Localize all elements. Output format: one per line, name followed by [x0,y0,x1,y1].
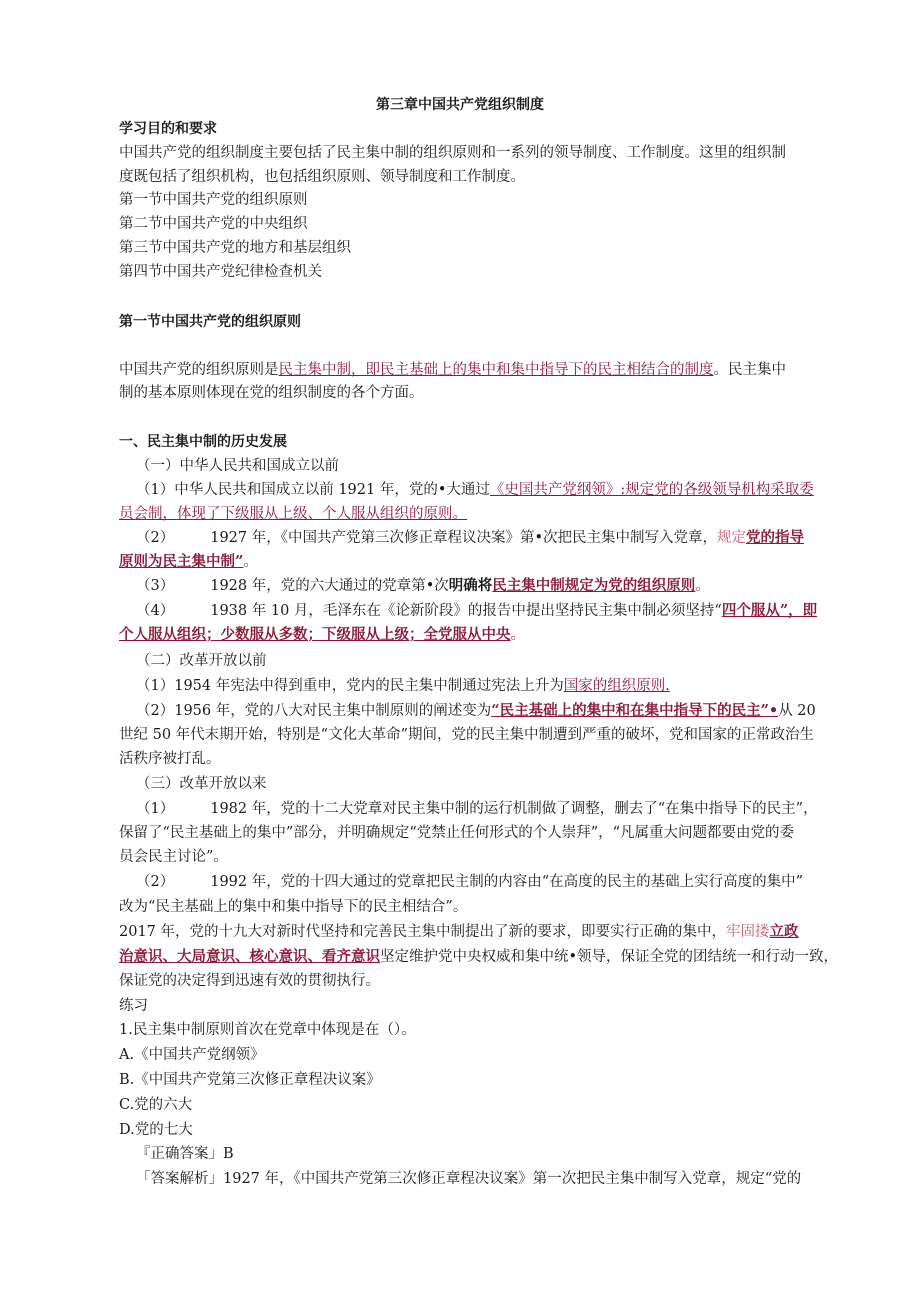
item-3-highlight: 民主集中制规定为党的组织原则 [492,577,696,594]
toc-item-3: 第三节中国共产党的地方和基层组织 [119,240,351,256]
item-2-line-1 [136,528,856,548]
option-a: A.《中国共产党纲领》 [119,1047,265,1063]
para-2017-line-3: 保证党的决定得到迅速有效的贯彻执行。 [119,973,380,989]
intro-text-end: 。民主集中 [713,362,786,378]
item-3-num: （3） [136,578,175,594]
item-k2-line-2: 改为“民主基础上的集中和集中指导下的民主相结合”。 [119,899,468,915]
item-k1-line-3: 员会民主讨论”。 [119,849,228,865]
intro-highlight: 民主集中制，即民主基础上的集中和集中指导下的民主相结合的制度 [278,362,714,378]
exercise-question: 1.民主集中制原则首次在党章中体现是在（）。 [119,1022,416,1038]
exercise-heading: 练习 [119,998,148,1014]
item-3-line [136,576,856,596]
item-j1-text: （1）1954 年宪法中得到重申，党内的民主集中制通过宪法上升为 [136,678,564,694]
para-2017-line-1 [119,922,839,942]
item-2-end: 。 [243,554,258,570]
item-k1-line-1 [136,799,856,819]
item-j1-line [136,676,856,696]
history-heading: 一、民主集中制的历史发展 [119,434,287,450]
item-2-text: 1927 年，《中国共产党第三次修正章程议决案》第•次把民主集中制写入党章， [210,530,718,546]
item-1-highlight-cont: 员会制，体现了下级服从上级、个人服从组织的原则。 [119,506,467,522]
item-k2-line-1 [136,872,856,892]
item-4-end: 。 [510,627,525,643]
item-4-line-2 [119,625,839,645]
item-1-line-1 [136,480,856,500]
option-b: B.《中国共产党第三次修正章程决议案》 [119,1072,381,1088]
item-2-highlight: 党的指导 [746,529,805,546]
study-para-line-2: 度既包括了组织机构，也包括组织原则、领导制度和工作制度。 [119,169,525,185]
toc-item-1: 第一节中国共产党的组织原则 [119,192,308,208]
para-2017-pink: 牢固搂 [726,924,770,940]
item-j2-line-2: 世纪 50 年代末期开始，特别是“文化大革命”期间，党的民主集中制遭到严重的破坏，党和国家的正常政治生 [119,727,814,743]
item-4-line-1 [136,601,856,621]
option-d: D.党的七大 [119,1122,193,1138]
item-4-highlight: 四个服从”，即 [721,602,818,619]
item-3-bold: 明确将 [448,577,493,594]
item-3-text: 1928 年，党的六大通过的党章第•次 [210,578,449,594]
item-2-line-2 [119,552,839,572]
toc-item-2: 第二节中国共产党的中央组织 [119,216,308,232]
item-k2-text: 1992 年，党的十四大通过的党章把民主制的内容由“在高度的民主的基础上实行高度的集中” [210,874,804,890]
para-2017-highlight: 立政 [769,923,799,940]
item-k1-line-2: 保留了“民主基础上的集中”部分，并明确规定“党禁止任何形式的个人崇拜”，“凡属重大问题都要由党的委 [119,825,795,841]
item-j2-post: 从 20 [778,703,816,719]
item-j2-highlight: “民主基础上的集中和在集中指导下的民主”• [491,702,779,719]
study-heading: 学习目的和要求 [119,121,217,137]
item-j2-text: （2）1956 年，党的八大对民主集中制原则的阐述变为 [136,703,492,719]
item-2-pink: 规定 [717,530,747,546]
subsection-3: （三）改革开放以来 [136,776,267,792]
item-1-line-2 [119,504,839,524]
item-k2-num: （2） [136,874,175,890]
para-2017-line-2 [119,947,839,967]
toc-item-4: 第四节中国共产党纪律检查机关 [119,264,322,280]
item-4-text: 1938 年 10 月，毛泽东在《论新阶段》的报告中提出坚持民主集中制必须坚持“ [210,603,722,619]
correct-answer: 『正确答案」B [136,1146,234,1162]
item-4-highlight-cont: 个人服从组织；少数服从多数；下级服从上级；全党服从中央 [119,626,511,643]
item-k1-text: 1982 年，党的十二大党章对民主集中制的运行机制做了调整，删去了“在集中指导下的民主”， [210,801,818,817]
chapter-title: 第三章中国共产党组织制度 [376,97,544,113]
para-2017-highlight-cont: 治意识、大局意识、核心意识、看齐意识 [119,948,380,965]
item-j1-highlight: 国家的组织原则. [563,678,670,694]
intro-line-1 [119,360,839,380]
item-2-highlight-cont: 原则为民主集中制” [119,553,244,570]
item-4-num: （4） [136,603,175,619]
para-2017-post: 坚定维护党中央权威和集中统•领导，保证全党的团结统一和行动一致， [380,949,839,965]
subsection-2: （二）改革开放以前 [136,653,267,669]
study-para-line-1: 中国共产党的组织制度主要包括了民主集中制的组织原则和一系列的领导制度、工作制度。这里的组织制 [119,145,786,161]
intro-line-2: 制的基本原则体现在党的组织制度的各个方面。 [119,385,424,401]
item-1-text: （1）中华人民共和国成立以前 1921 年，党的•大通过 [136,482,490,498]
intro-text: 中国共产党的组织原则是 [119,362,279,378]
item-2-num: （2） [136,530,175,546]
section-heading: 第一节中国共产党的组织原则 [119,314,301,330]
item-3-end: 。 [695,578,710,594]
option-c: C.党的六大 [119,1097,193,1113]
item-1-highlight: 《史国共产党纲领》:规定党的各级领导机构采取委 [489,482,814,498]
item-k1-num: （1） [136,801,175,817]
item-j2-line-3: 活秩序被打乱。 [119,751,221,767]
item-j2-line-1 [136,701,856,721]
para-2017-text: 2017 年，党的十九大对新时代坚持和完善民主集中制提出了新的要求，即要实行正确的集中， [119,924,727,940]
answer-analysis: 「答案解析」1927 年，《中国共产党第三次修正章程决议案》第一次把民主集中制写入党章，规定“党的 [136,1171,802,1187]
subsection-1: （一）中华人民共和国成立以前 [136,458,339,474]
